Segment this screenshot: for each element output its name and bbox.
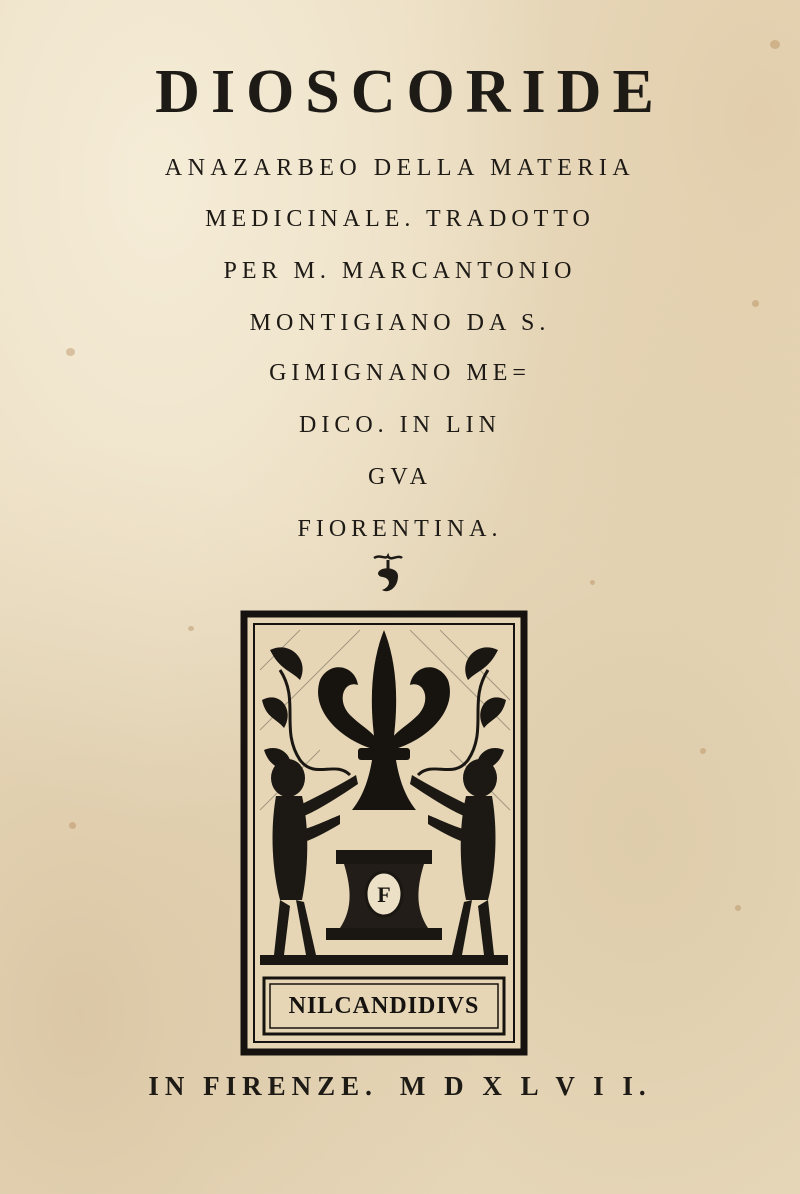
paper-spot [66, 348, 75, 356]
paper-spot [735, 905, 741, 911]
subtitle-line: DICO. IN LIN [299, 412, 501, 438]
imprint-year: M D X L V I I. [399, 1071, 652, 1101]
book-title: DIOSCORIDE [155, 58, 665, 126]
subtitle-line: MONTIGIANO DA S. [249, 310, 551, 336]
printer-motto-banner [268, 985, 500, 1027]
paper-spot [188, 626, 194, 631]
paper-spot [752, 300, 759, 307]
subtitle-line: GIMIGNANO ME= [269, 360, 531, 386]
paper-spot [700, 748, 706, 754]
subtitle-line: PER M. MARCANTONIO [223, 258, 577, 284]
imprint-place: IN FIRENZE. [148, 1071, 378, 1101]
paper-spot [770, 40, 780, 49]
subtitle-line: GVA [368, 464, 432, 490]
leaf-ornament-icon [368, 552, 408, 596]
subtitle-line: FIORENTINA. [297, 516, 503, 542]
paper-spot [69, 822, 76, 829]
printer-motto: NILCANDIDIVS [288, 992, 480, 1019]
paper-spot [590, 580, 595, 585]
subtitle-line: MEDICINALE. TRADOTTO [205, 206, 595, 232]
imprint [0, 1068, 800, 1104]
vase-initial: F [377, 882, 391, 907]
subtitle-line: ANAZARBEO DELLA MATERIA [164, 155, 636, 181]
